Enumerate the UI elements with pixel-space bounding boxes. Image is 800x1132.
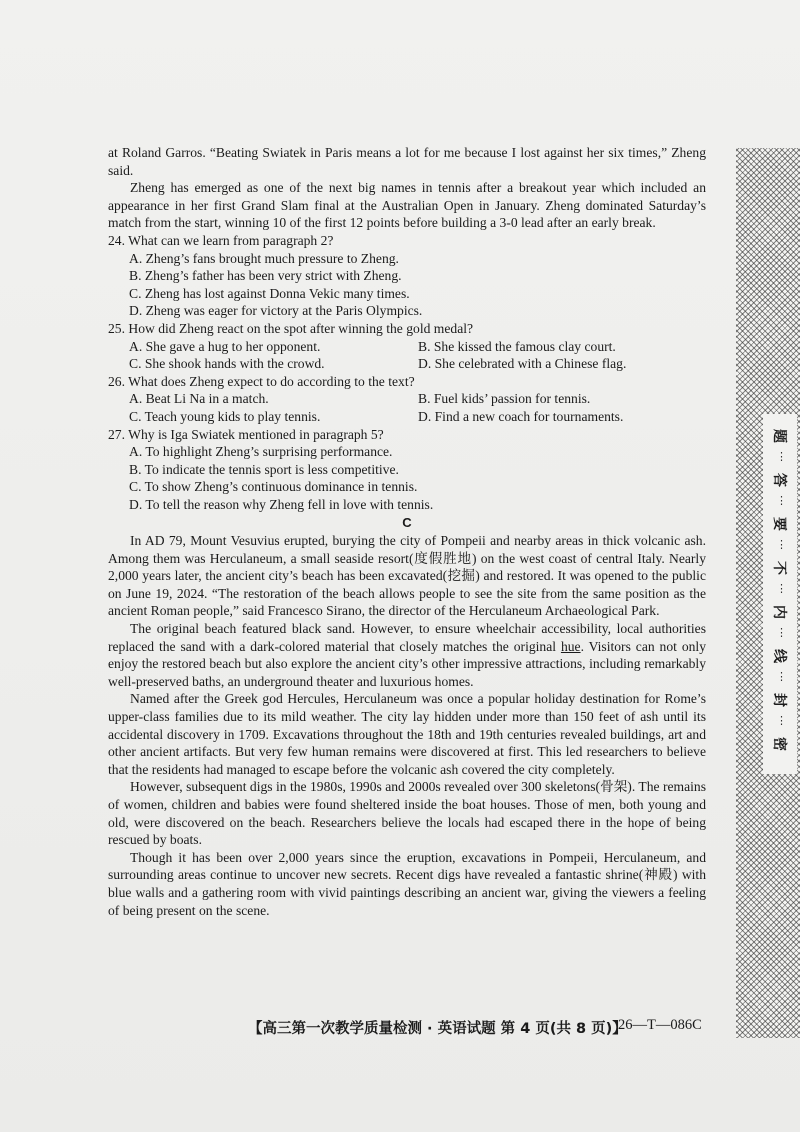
question-27-stem: 27. Why is Iga Swiatek mentioned in paragraph 5? (108, 426, 384, 442)
question-25-option-c: C. She shook hands with the crowd. (129, 356, 325, 372)
seal-dots: ⋮ (776, 451, 787, 463)
passage-b-paragraph: at Roland Garros. “Beating Swiatek in Paris means a lot for me because I lost against her six times,” Zheng said. (108, 145, 706, 178)
question-25-option-a: A. She gave a hug to her opponent. (129, 338, 321, 354)
question-26-options-row (108, 408, 706, 426)
seal-char: 不 (771, 561, 787, 575)
question-24-option-d: D. Zheng was eager for victory at the Paris Olympics. (129, 303, 423, 319)
question-26-option-b: B. Fuel kids’ passion for tennis. (418, 391, 591, 407)
paragraph-text: The original beach featured black sand. However, to ensure wheelchair accessibility, local authorities replaced the sand with a dark-colored material that closely matches the original (108, 621, 706, 654)
paragraph-text: . Visitors can not only enjoy the restored beach but also explore the ancient city’s other impressive attractions, including remarkably well-preserved baths, an underground theater and luxurious homes. (108, 638, 706, 689)
passage-c-paragraph-2 (108, 620, 706, 690)
passage-c-label: C (402, 515, 412, 531)
passage-c-paragraph-4: However, subsequent digs in the 1980s, 1990s and 2000s revealed over 300 skeletons(骨架). The remains of women, children and babies were found sheltered inside the boat houses. Those of men, both young and old, were discovered on the beach. Researchers believe the locals had escaped there in the hope of being rescued by boats. (108, 779, 706, 848)
page-footer (248, 1017, 718, 1038)
seal-char: 密 (771, 737, 787, 751)
seal-char: 题 (771, 429, 787, 443)
question-27-option-b: B. To indicate the tennis sport is less competitive. (129, 461, 399, 477)
seal-dots: ⋮ (776, 715, 787, 727)
question-26-options-row (108, 390, 706, 408)
seal-char: 线 (771, 649, 787, 663)
seal-dots: ⋮ (776, 627, 787, 639)
question-25-options-row (108, 355, 706, 373)
question-27-option-c: C. To show Zheng’s continuous dominance in tennis. (129, 479, 418, 495)
passage-c-paragraph-5: Though it has been over 2,000 years since the eruption, excavations in Pompeii, Herculaneum, and surrounding areas continue to uncover new secrets. Recent digs have revealed a fantastic shrine(神殿) with blue walls and a gathering room with vivid paintings describing an ancient war, giving the viewers a feeling of being present on the scene. (108, 849, 706, 918)
passage-c-paragraph-1: In AD 79, Mount Vesuvius erupted, burying the city of Pompeii and nearby areas in thick volcanic ash. Among them was Herculaneum, a small seaside resort(度假胜地) on the west coast of central Italy. Nearly 2,000 years later, the ancient city’s beach has been excavated(挖掘) and restored. It was opened to the public on June 19, 2024. “The restoration of the beach allows people to see the site from the same position as the ancient Roman people,” said Francesco Sirano, the director of the Herculaneum Archaeological Park. (108, 533, 706, 619)
passage-c-paragraph-3: Named after the Greek god Hercules, Herculaneum was once a popular holiday destination for Rome’s upper-class families due to its mild weather. The city lay hidden under more than 150 feet of ash until its accidental discovery in 1709. Excavations throughout the 18th and 19th centuries revealed buildings, art and other ancient artifacts. But very few human remains were discovered at first. This led researchers to believe that the residents had managed to escape before the volcanic ash covered the city completely. (108, 691, 706, 777)
question-24-option-b: B. Zheng’s father has been very strict with Zheng. (129, 268, 402, 284)
question-26-stem: 26. What does Zheng expect to do according to the text? (108, 373, 415, 389)
question-27-option-a: A. To highlight Zheng’s surprising performance. (129, 444, 393, 460)
seal-dots: ⋮ (776, 671, 787, 683)
question-25-option-b: B. She kissed the famous clay court. (418, 338, 616, 354)
footer-title: 【高三第一次教学质量检测 · 英语试题 第 4 页(共 8 页)】 (248, 1021, 627, 1037)
question-26-option-a: A. Beat Li Na in a match. (129, 391, 269, 407)
passage-b-paragraph: Zheng has emerged as one of the next big names in tennis after a breakout year which included an appearance in her first Grand Slam final at the Australian Open in January. Zheng dominated Saturday’s match from the start, winning 10 of the first 12 points before building a 3-0 lead after an early break. (108, 180, 706, 231)
seal-dots: ⋮ (776, 583, 787, 595)
question-25-option-d: D. She celebrated with a Chinese flag. (418, 356, 627, 372)
question-25-options-row (108, 338, 706, 356)
seal-char: 封 (771, 693, 787, 707)
question-24-stem: 24. What can we learn from paragraph 2? (108, 232, 334, 248)
question-27-option-d: D. To tell the reason why Zheng fell in love with tennis. (129, 496, 434, 512)
question-26-option-c: C. Teach young kids to play tennis. (129, 408, 321, 424)
question-24-option-c: C. Zheng has lost against Donna Vekic many times. (129, 285, 410, 301)
footer-code: 26—T—086C (618, 1017, 702, 1033)
seal-char: 要 (771, 517, 787, 531)
page-content (108, 144, 706, 919)
question-24-option-a: A. Zheng’s fans brought much pressure to Zheng. (129, 250, 399, 266)
question-26-option-d: D. Find a new coach for tournaments. (418, 408, 624, 424)
seal-dots: ⋮ (776, 539, 787, 551)
underlined-word-hue: hue (560, 638, 581, 654)
question-25-stem: 25. How did Zheng react on the spot after winning the gold medal? (108, 320, 474, 336)
seal-char: 内 (771, 605, 787, 619)
seal-dots: ⋮ (776, 495, 787, 507)
seal-char: 答 (771, 473, 787, 487)
